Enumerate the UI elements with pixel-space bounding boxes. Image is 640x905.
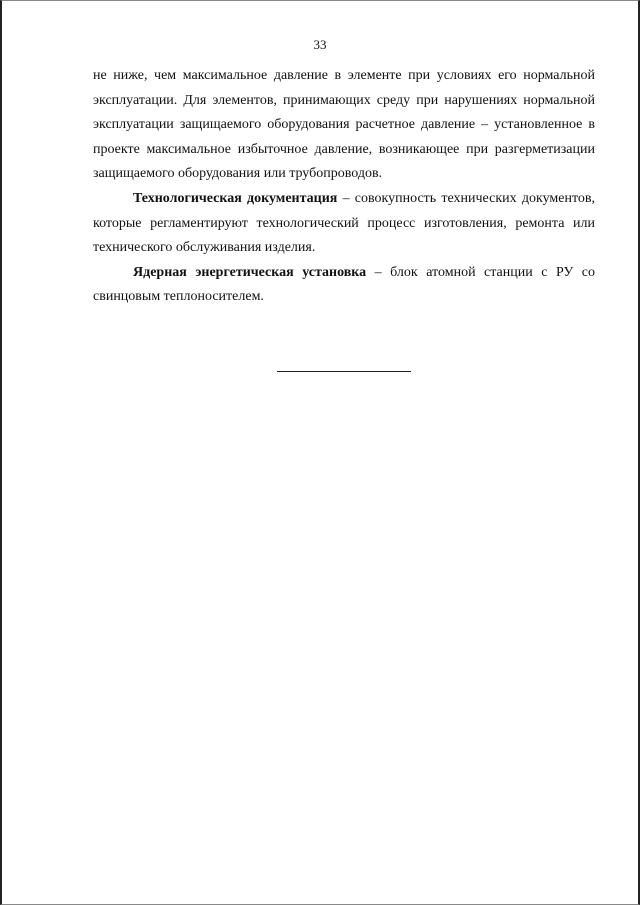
page-number: 33 [313, 37, 327, 52]
term-technological-documentation: Технологическая документация [133, 190, 338, 206]
definition-text-technological-documentation: – совокупность технических документов, которые регламентируют технологический процесс изготовления, ремонта или технического обслуживания изделия. [93, 190, 595, 256]
definition-text-nuclear-power-installation: – блок атомной станции с РУ со свинцовым теплоносителем. [93, 264, 595, 305]
definition-nuclear-power-installation [93, 261, 595, 310]
paragraph-pressure-continuation: не ниже, чем максимальное давление в элементе при условиях его нормальной эксплуатации. Для элементов, принимающих среду при нарушениях нормальной эксплуатации защищаемого оборудования расчетное давление – установленное в проекте максимальное избыточное давление, возникающее при разгерметизации защищаемого оборудования или трубопроводов. [93, 68, 595, 182]
end-of-section-rule [277, 371, 411, 372]
definition-technological-documentation [93, 187, 595, 261]
document-body [93, 64, 595, 310]
term-nuclear-power-installation: Ядерная энергетическая установка [133, 264, 367, 280]
